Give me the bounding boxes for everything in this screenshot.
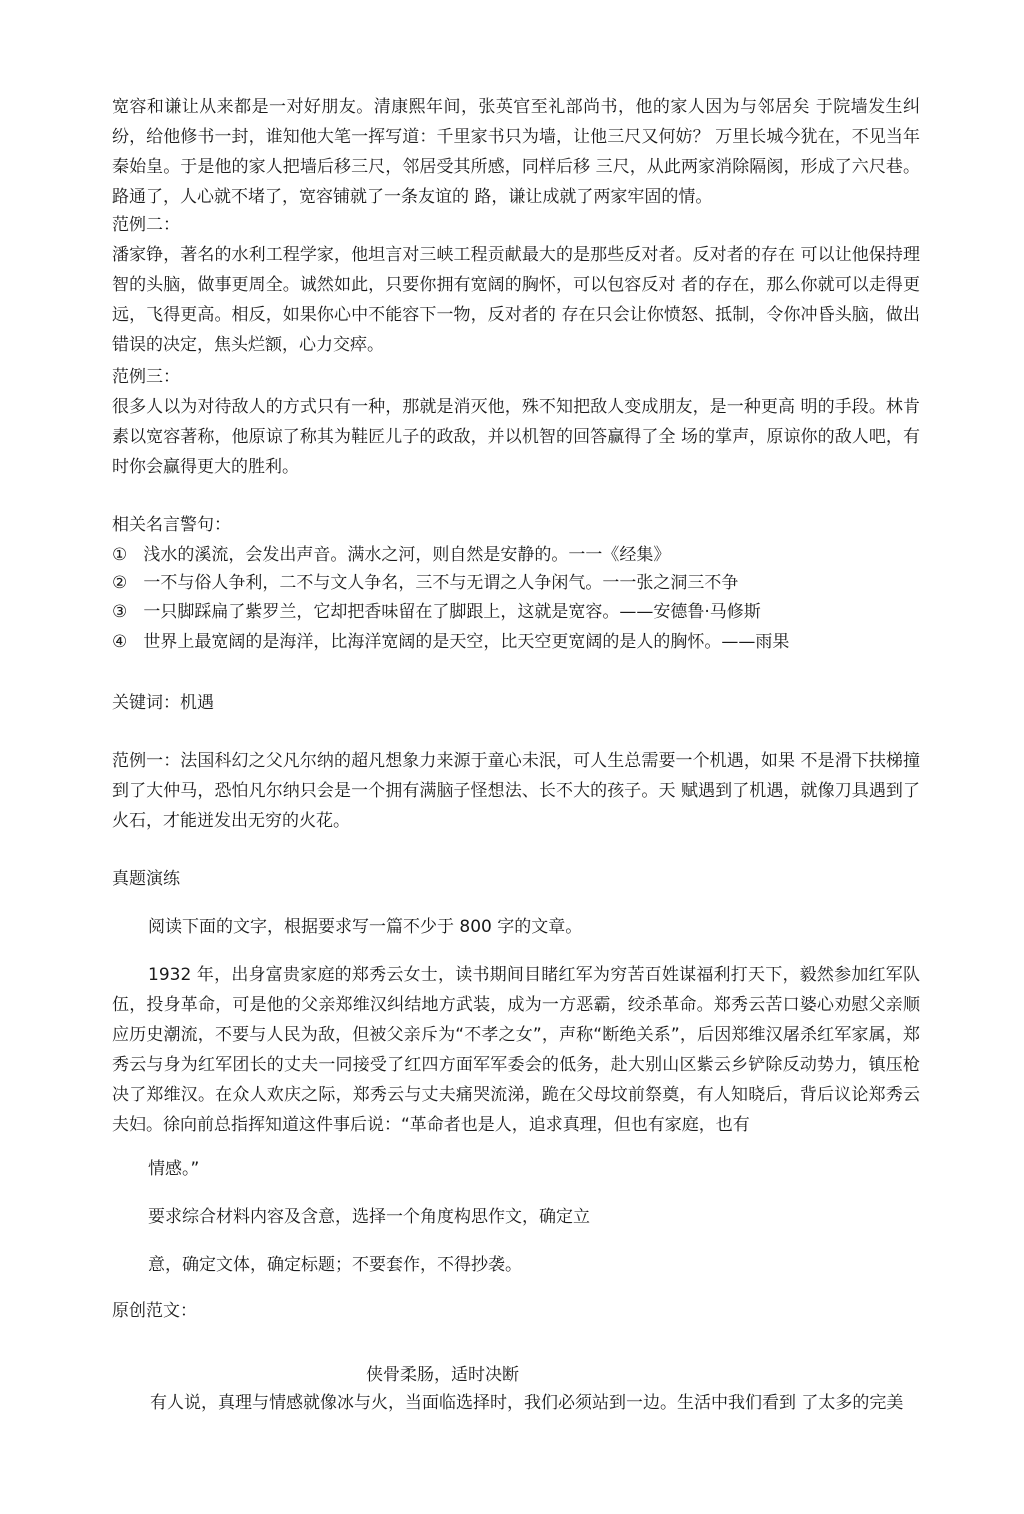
requirement-line-1: 要求综合材料内容及含意，选择一个角度构思作文，确定立 xyxy=(148,1207,590,1227)
example1-continuation: 宽容和谦让从来都是一对好朋友。清康熙年间，张英官至礼部尚书，他的家人因为与邻居矣 于院墙发生纠纷，给他修书一封，谁知他大笔一挥写道：千里家书只为墙，让他三尺又何妨？ 万里长城今犹在，不见当年秦始皇。于是他的家人把墙后移三尺，邻居受其所感，同样后移 三尺，从此两家消除隔阂，形成了六尺巷。路通了，人心就不堵了，宽容铺就了一条友谊的 路，谦让成就了两家牢固的情。 xyxy=(112,97,920,207)
quote-item xyxy=(112,599,761,625)
quote-number: ② xyxy=(112,573,128,593)
quote-number: ① xyxy=(112,545,128,565)
quote-item xyxy=(112,570,738,596)
quote-item xyxy=(112,629,789,655)
requirement-line-2: 意，确定文体，确定标题；不要套作，不得抄袭。 xyxy=(148,1255,522,1275)
quote-text: 浅水的溪流，会发出声音。满水之河，则自然是安静的。一一《经集》 xyxy=(143,545,671,565)
example2-label: 范例二： xyxy=(112,215,180,235)
quote-item xyxy=(112,542,670,568)
quote-text: 世界上最宽阔的是海洋，比海洋宽阔的是天空，比天空更宽阔的是人的胸怀。——雨果 xyxy=(143,632,790,652)
material-end: 情感。” xyxy=(148,1159,200,1179)
practice-heading: 真题演练 xyxy=(112,869,180,889)
quote-number: ④ xyxy=(112,632,128,652)
model-essay-heading: 原创范文： xyxy=(112,1301,197,1321)
quote-number: ③ xyxy=(112,602,128,622)
keyword-line: 关键词：机遇 xyxy=(112,693,214,713)
quote-text: 一不与俗人争利，二不与文人争名，三不与无谓之人争闲气。一一张之洞三不争 xyxy=(143,573,739,593)
essay-title: 侠骨柔肠，适时决断 xyxy=(366,1365,519,1385)
essay-first-line: 有人说，真理与情感就像冰与火，当面临选择时，我们必须站到一边。生活中我们看到 了太多的完美 xyxy=(150,1393,904,1413)
material-text: 1932 年，出身富贵家庭的郑秀云女士，读书期间目睹红军为穷苦百姓谋福利打天下，毅然参加红军队伍，投身革命，可是他的父亲郑维汉纠结地方武装，成为一方恶霸，绞杀革命。郑秀云苦口婆心劝慰父亲顺应历史潮流，不要与人民为敌，但被父亲斥为“不孝之女”，声称“断绝关系”，后因郑维汉屠杀红军家属，郑秀云与身为红军团长的丈夫一同接受了红四方面军军委会的低务，赴大别山区紫云乡铲除反动势力，镇压枪决了郑维汉。在众人欢庆之际，郑秀云与丈夫痛哭流涕，跪在父母坟前祭奠，有人知晓后，背后议论郑秀云夫妇。徐向前总指挥知道这件事后说：“革命者也是人，追求真理，但也有家庭，也有 xyxy=(112,965,920,1135)
example2-text: 潘家铮，著名的水利工程学家，他坦言对三峡工程贡献最大的是那些反对者。反对者的存在 可以让他保持理智的头脑，做事更周全。诚然如此，只要你拥有宽阔的胸怀，可以包容反对 者的存在，那么你就可以走得更远，飞得更高。相反，如果你心中不能容下一物，反对者的 存在只会让你愤怒、抵制，令你冲昏头脑，做出错误的决定，焦头烂额，心力交瘁。 xyxy=(112,245,920,355)
quote-text: 一只脚踩扁了紫罗兰，它却把香味留在了脚跟上，这就是宽容。——安德鲁·马修斯 xyxy=(143,602,761,622)
example3-text: 很多人以为对待敌人的方式只有一种，那就是消灭他，殊不知把敌人变成朋友，是一种更高 明的手段。林肯素以宽容著称，他原谅了称其为鞋匠儿子的政敌，并以机智的回答赢得了全 场的掌声，原谅你的敌人吧，有时你会赢得更大的胜利。 xyxy=(112,397,920,477)
quotes-heading: 相关名言警句： xyxy=(112,515,231,535)
writing-prompt: 阅读下面的文字，根据要求写一篇不少于 800 字的文章。 xyxy=(148,917,583,937)
example3-label: 范例三： xyxy=(112,367,180,387)
opportunity-example: 范例一：法国科幻之父凡尔纳的超凡想象力来源于童心未泯，可人生总需要一个机遇，如果 不是滑下扶梯撞到了大仲马，恐怕凡尔纳只会是一个拥有满脑子怪想法、长不大的孩子。天 赋遇到了机遇，就像刀具遇到了火石，才能迸发出无穷的火花。 xyxy=(112,751,920,831)
